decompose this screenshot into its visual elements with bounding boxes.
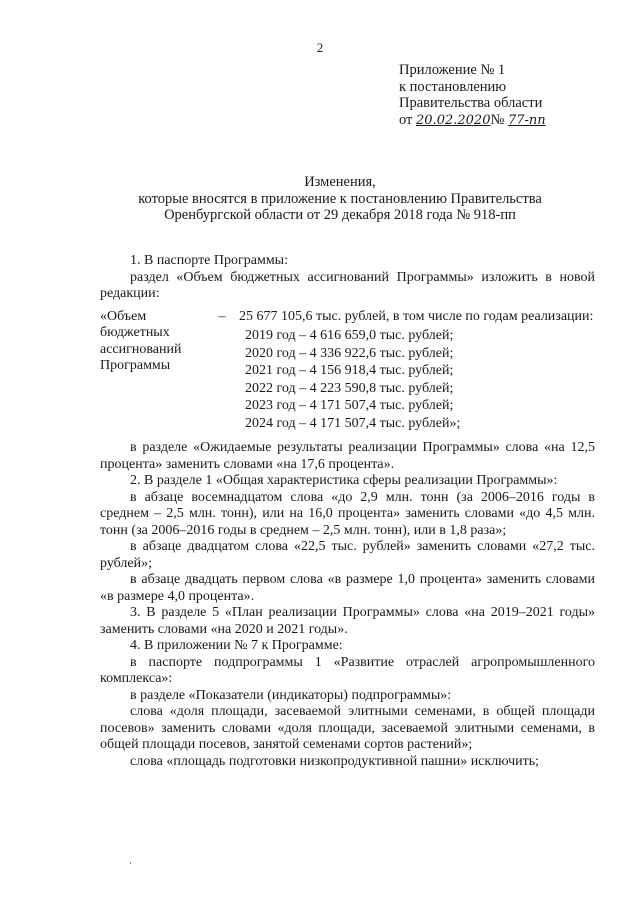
passport-dash: –	[218, 308, 226, 324]
title-heading: Изменения,	[304, 174, 376, 190]
title-line-2: которые вносятся в приложение к постановлению Правительства	[138, 190, 542, 207]
passport-total: 25 677 105,6 тыс. рублей, в том числе по годам реализации:	[239, 308, 594, 324]
document-title	[100, 174, 580, 224]
section-1-results: в разделе «Ожидаемые результаты реализации Программы» слова «на 12,5 процента» заменить словами «на 17,6 процента».	[100, 440, 595, 472]
appendix-line-1: Приложение № 1	[399, 62, 506, 78]
number-prefix: №	[490, 111, 505, 128]
section-2-paragraph-1: в абзаце восемнадцатом слова «до 2,9 млн. тонн (за 2006–2016 годы в среднем – 2,5 млн. тонн), или на 16,0 процента» заменить словами «до 4,5 млн. тонн (за 2006–2016 годы в среднем – 2,5 млн. тонн), или в 1,8 раза»;	[100, 489, 595, 538]
year-list	[245, 327, 595, 432]
appendix-line-3: Правительства области	[399, 95, 543, 111]
section-3-text: 3. В разделе 5 «План реализации Программы» слова «на 2019–2021 годы» заменить словами «на 2020 и 2021 годы».	[100, 605, 595, 637]
section-1-heading: 1. В паспорте Программы:	[130, 253, 288, 268]
title-line-3: Оренбургской области от 29 декабря 2018 года № 918-пп	[164, 207, 516, 223]
section-2-paragraph-2: в абзаце двадцатом слова «22,5 тыс. рублей» заменить словами «27,2 тыс. рублей»;	[100, 539, 595, 571]
section-4-paragraph-3: слова «доля площади, засеваемой элитными семенами, в общей площади посевов» заменить словами «доля площади, засеваемой элитными семенами, в общей площади посевов, занятой семенами сортов растений»;	[100, 704, 595, 752]
date-prefix: от	[399, 111, 413, 128]
section-4-paragraph-1: в паспорте подпрограммы 1 «Развитие отраслей агропромышленного комплекса»:	[100, 654, 595, 686]
year-item: 2022 год – 4 223 590,8 тыс. рублей;	[245, 380, 454, 396]
document-body	[100, 253, 595, 770]
page-number: 2	[316, 40, 324, 55]
section-2-heading: 2. В разделе 1 «Общая характеристика сферы реализации Программы»:	[130, 473, 558, 488]
scan-speck	[130, 862, 131, 864]
passport-label: «Объем бюджетных ассигнований Программы	[100, 308, 182, 373]
section-4-paragraph-4: слова «площадь подготовки низкопродуктивной пашни» исключить;	[130, 753, 540, 769]
handwritten-date: 20.02.2020	[416, 112, 491, 128]
passport-table	[100, 309, 595, 433]
year-item: 2023 год – 4 171 507,4 тыс. рублей;	[245, 398, 454, 413]
passport-values	[239, 309, 595, 433]
appendix-header	[399, 62, 599, 129]
year-item: 2024 год – 4 171 507,4 тыс. рублей»;	[245, 415, 461, 431]
section-2-paragraph-3: в абзаце двадцать первом слова «в размере 1,0 процента» заменить словами «в размере 4,0 процента».	[100, 572, 595, 604]
appendix-date-line	[399, 112, 599, 130]
section-4-heading: 4. В приложении № 7 к Программе:	[130, 638, 343, 653]
section-4-paragraph-2: в разделе «Показатели (индикаторы) подпрограммы»:	[130, 687, 452, 703]
handwritten-number: 77-пп	[507, 112, 546, 128]
appendix-line-2: к постановлению	[399, 78, 507, 95]
section-1-intro: раздел «Объем бюджетных ассигнований Программы» изложить в новой редакции:	[100, 269, 595, 301]
year-item: 2020 год – 4 336 922,6 тыс. рублей;	[245, 345, 454, 361]
year-item: 2021 год – 4 156 918,4 тыс. рублей;	[245, 363, 454, 378]
year-item: 2019 год – 4 616 659,0 тыс. рублей;	[245, 328, 454, 343]
